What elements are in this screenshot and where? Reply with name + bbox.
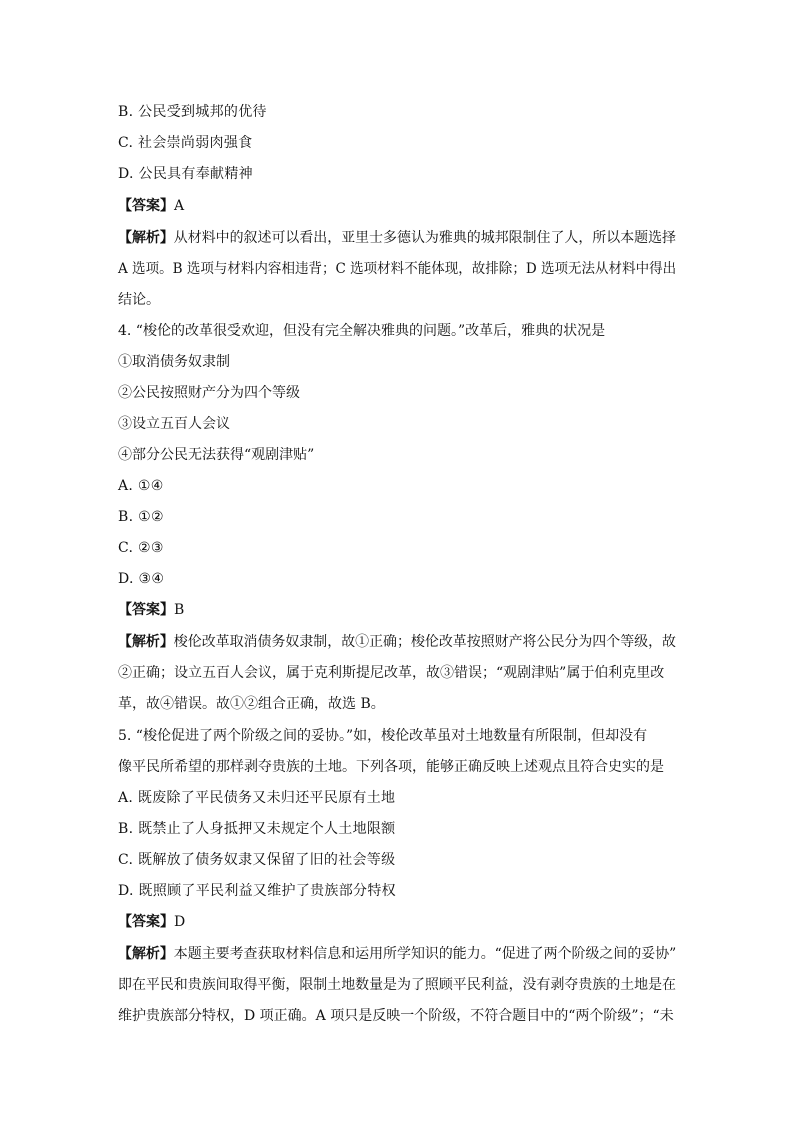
answer-value: A [174,198,185,214]
q3-analysis-line-3: 结论。 [118,292,160,308]
q4-item-3: ③设立五百人会议 [118,416,230,432]
answer-tag: 【答案】 [118,914,174,930]
q4-analysis-line-2: ②正确；设立五百人会议，属于克利斯提尼改革，故③错误；“观剧津贴”属于伯利克里改 [118,665,665,681]
q4-analysis-line-1 [118,632,676,652]
q5-answer [118,912,185,932]
q4-option-a: A. ①④ [118,478,164,494]
q5-analysis-line-3: 维护贵族部分特权，D 项正确。A 项只是反映一个阶级，不符合题目中的“两个阶级”；“未 [118,1008,674,1024]
q5-stem-line-1: 5. “梭伦促进了两个阶级之间的妥协。”如，梭伦改革虽对土地数量有所限制，但却没有 [118,728,648,744]
analysis-text: 本题主要考查获取材料信息和运用所学知识的能力。“促进了两个阶级之间的妥协” [173,946,677,962]
q4-option-c: C. ②③ [118,540,164,556]
q5-analysis-line-1 [118,944,676,964]
q3-option-c: C. 社会崇尚弱肉强食 [118,135,253,151]
answer-value: B [174,602,185,618]
q3-analysis-line-1 [118,228,676,248]
q5-option-d: D. 既照顾了平民利益又维护了贵族部分特权 [118,883,396,899]
answer-tag: 【答案】 [118,198,174,214]
q3-answer [118,196,184,216]
q3-option-d: D. 公民具有奉献精神 [118,166,253,182]
q4-item-4: ④部分公民无法获得“观剧津贴” [118,447,315,463]
analysis-tag: 【解析】 [118,230,174,246]
answer-tag: 【答案】 [118,602,174,618]
q3-option-b: B. 公民受到城邦的优待 [118,104,267,120]
q5-option-c: C. 既解放了债务奴隶又保留了旧的社会等级 [118,852,396,868]
q4-answer [118,600,184,620]
q4-option-b: B. ①② [118,509,164,525]
q5-option-b: B. 既禁止了人身抵押又未规定个人土地限额 [118,821,396,837]
q5-analysis-line-2: 即在平民和贵族间取得平衡，限制土地数量是为了照顾平民利益，没有剥夺贵族的土地是在 [118,977,676,993]
analysis-text: 梭伦改革取消债务奴隶制，故①正确；梭伦改革按照财产将公民分为四个等级，故 [173,634,677,650]
q4-option-d: D. ③④ [118,571,165,587]
analysis-tag: 【解析】 [118,634,174,650]
analysis-tag: 【解析】 [118,946,174,962]
q5-stem-line-2: 像平民所希望的那样剥夺贵族的土地。下列各项，能够正确反映上述观点且符合史实的是 [118,759,664,775]
q4-analysis-line-3: 革，故④错误。故①②组合正确，故选 B。 [118,696,385,712]
q4-stem: 4. “梭伦的改革很受欢迎，但没有完全解决雅典的问题。”改革后，雅典的状况是 [118,323,606,339]
q3-analysis-line-2: A 选项。B 选项与材料内容相违背；C 选项材料不能体现，故排除；D 选项无法从材料中得出 [118,261,677,277]
q4-item-1: ①取消债务奴隶制 [118,354,230,370]
analysis-text: 从材料中的叙述可以看出，亚里士多德认为雅典的城邦限制住了人，所以本题选择 [173,230,677,246]
q4-item-2: ②公民按照财产分为四个等级 [118,385,300,401]
answer-value: D [174,914,186,930]
q5-option-a: A. 既废除了平民债务又未归还平民原有土地 [118,790,396,806]
